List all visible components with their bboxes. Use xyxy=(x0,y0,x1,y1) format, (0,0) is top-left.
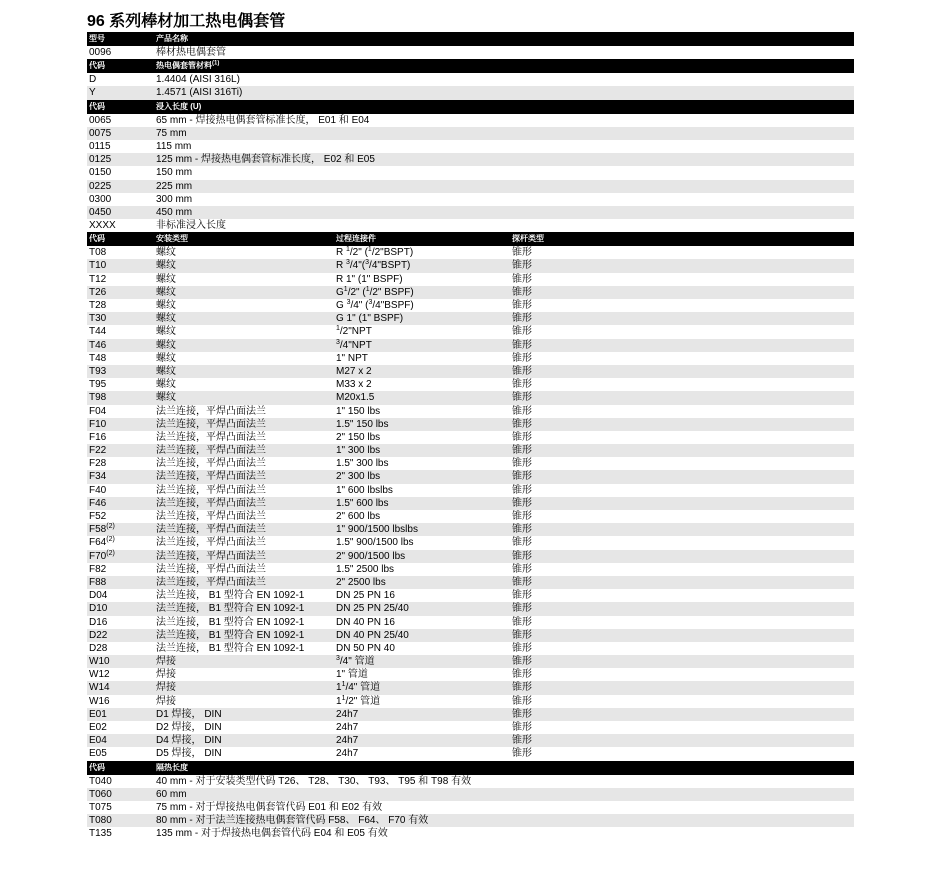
table-cell: F64$^{(2)}$ xyxy=(89,536,115,549)
table-cell: 1.5" 150 lbs xyxy=(336,418,389,430)
table-cell: 2" 900/1500 lbs xyxy=(336,550,406,562)
table-cell: E02 xyxy=(89,722,107,733)
table-cell: 150 mm xyxy=(156,167,193,179)
table-cell: 法兰连接，平焊凸面法兰 xyxy=(156,484,266,496)
table-cell: D04 xyxy=(89,590,108,602)
table-cell: F88 xyxy=(89,576,107,588)
table-row xyxy=(87,801,854,814)
table-row xyxy=(87,86,854,99)
table-cell: 法兰连接，平焊凸面法兰 xyxy=(156,550,266,562)
table-cell: T08 xyxy=(89,247,107,259)
table-row xyxy=(87,46,854,59)
table-row xyxy=(87,681,854,694)
table-cell: 0096 xyxy=(89,47,112,58)
table-cell: W14 xyxy=(89,682,110,694)
table-cell: 24h7 xyxy=(336,708,359,720)
table-cell: 450 mm xyxy=(156,206,193,218)
table-cell: 锥形 xyxy=(512,286,532,298)
table-cell: 锥形 xyxy=(512,590,532,602)
table-cell: 法兰连接， B1 型符合 EN 1092-1 xyxy=(156,629,305,641)
column-header: 产品名称 xyxy=(156,34,188,43)
table-cell: 60 mm xyxy=(156,788,187,800)
table-cell: R 1" (1" BSPF) xyxy=(336,273,403,285)
table-cell: F28 xyxy=(89,458,107,470)
table-cell: 锥形 xyxy=(512,748,532,760)
table-cell: T48 xyxy=(89,352,107,364)
table-cell: 锥形 xyxy=(512,458,532,470)
table-cell: F46 xyxy=(89,497,107,509)
section-header xyxy=(87,100,854,114)
table-cell: 法兰连接，平焊凸面法兰 xyxy=(156,445,266,457)
table-cell: 法兰连接，平焊凸面法兰 xyxy=(156,511,266,522)
table-cell: 法兰连接，平焊凸面法兰 xyxy=(156,524,266,536)
column-header: 过程连接件 xyxy=(336,234,376,244)
table-cell: T28 xyxy=(89,300,107,311)
table-cell: 65 mm - 焊接热电偶套管标准长度， E01 和 E04 xyxy=(156,114,370,126)
table-row xyxy=(87,457,854,470)
table-cell: 锥形 xyxy=(512,392,532,404)
table-row xyxy=(87,219,854,232)
table-cell: F58$^{(2)}$ xyxy=(89,523,115,536)
table-cell: 2" 600 lbs xyxy=(336,511,381,522)
table-cell: F70$^{(2)}$ xyxy=(89,549,115,562)
table-cell: T060 xyxy=(89,788,112,800)
table-cell: 锥形 xyxy=(512,497,532,509)
table-cell: 锥形 xyxy=(512,616,532,628)
table-cell: M33 x 2 xyxy=(336,379,372,391)
table-row xyxy=(87,73,854,86)
table-cell: DN 40 PN 25/40 xyxy=(336,629,409,641)
table-row xyxy=(87,668,854,681)
table-cell: F34 xyxy=(89,471,107,483)
table-row xyxy=(87,827,854,840)
table-cell: 螺纹 xyxy=(156,300,176,311)
table-cell: 锥形 xyxy=(512,576,532,588)
table-cell: T135 xyxy=(89,828,112,840)
table-cell: 1.4404 (AISI 316L) xyxy=(156,74,240,86)
table-cell: 螺纹 xyxy=(156,286,176,298)
table-row xyxy=(87,536,854,549)
table-cell: 2" 300 lbs xyxy=(336,471,381,483)
table-cell: F16 xyxy=(89,431,107,443)
table-cell: T10 xyxy=(89,260,107,272)
table-cell: 0225 xyxy=(89,180,112,192)
table-cell: DN 50 PN 40 xyxy=(336,642,395,654)
table-cell: G $^3$/4" ($^3$/4"BSPF) xyxy=(336,299,414,311)
table-row xyxy=(87,734,854,747)
table-cell: 24h7 xyxy=(336,735,359,747)
table-cell: DN 25 PN 16 xyxy=(336,590,395,602)
table-cell: 0450 xyxy=(89,206,112,218)
table-cell: 1" 管道 xyxy=(336,669,368,681)
table-row xyxy=(87,510,854,523)
table-cell: 24h7 xyxy=(336,748,359,760)
table-row xyxy=(87,708,854,721)
table-cell: 40 mm - 对于安装类型代码 T26、 T28、 T30、 T93、 T95 和 T98 有效 xyxy=(156,775,472,787)
table-cell: 锥形 xyxy=(512,365,532,377)
table-cell: 2" 2500 lbs xyxy=(336,576,386,588)
spec-table xyxy=(87,32,854,841)
table-cell: 锥形 xyxy=(512,695,532,707)
section-header xyxy=(87,32,854,46)
column-header: 代码 xyxy=(89,61,105,71)
spec-sheet xyxy=(87,11,854,841)
table-cell: M20x1.5 xyxy=(336,392,375,404)
table-cell: T26 xyxy=(89,286,107,298)
table-cell: T44 xyxy=(89,326,107,338)
table-cell: 螺纹 xyxy=(156,313,176,325)
table-cell: 80 mm - 对于法兰连接热电偶套管代码 F58、 F64、 F70 有效 xyxy=(156,815,429,827)
table-cell: 螺纹 xyxy=(156,392,176,404)
table-cell: 螺纹 xyxy=(156,352,176,364)
table-cell: 锥形 xyxy=(512,445,532,457)
table-cell: $1^1/4$" 管道 xyxy=(336,681,381,694)
table-row xyxy=(87,391,854,404)
table-cell: F40 xyxy=(89,484,107,496)
table-cell: 锥形 xyxy=(512,405,532,417)
table-cell: 1" 300 lbs xyxy=(336,445,381,457)
table-row xyxy=(87,246,854,259)
table-cell: D10 xyxy=(89,603,108,615)
table-cell: W10 xyxy=(89,656,110,668)
table-row xyxy=(87,259,854,272)
table-row xyxy=(87,299,854,312)
table-cell: 24h7 xyxy=(336,722,359,733)
table-cell: F10 xyxy=(89,418,107,430)
table-cell: 125 mm - 焊接热电偶套管标准长度， E02 和 E05 xyxy=(156,154,375,166)
table-cell: 焊接 xyxy=(156,695,176,707)
table-cell: 锥形 xyxy=(512,260,532,272)
table-cell: 锥形 xyxy=(512,273,532,285)
table-cell: T075 xyxy=(89,801,112,813)
column-header: 安装类型 xyxy=(156,234,188,244)
table-cell: 棒材热电偶套管 xyxy=(156,47,226,58)
table-row xyxy=(87,153,854,166)
table-cell: 螺纹 xyxy=(156,260,176,272)
table-cell: 0075 xyxy=(89,127,112,139)
table-row xyxy=(87,563,854,576)
table-cell: 1.4571 (AISI 316Ti) xyxy=(156,87,243,99)
column-header: 热电偶套管材料$^{(1)}$ xyxy=(156,60,220,71)
table-cell: 锥形 xyxy=(512,471,532,483)
table-cell: 0115 xyxy=(89,140,111,152)
table-row xyxy=(87,325,854,338)
column-header: 代码 xyxy=(89,101,105,111)
table-cell: M27 x 2 xyxy=(336,365,372,377)
table-cell: 法兰连接，平焊凸面法兰 xyxy=(156,471,266,483)
table-cell: 锥形 xyxy=(512,300,532,311)
table-cell: 0125 xyxy=(89,154,112,166)
table-cell: $^3$/4" 管道 xyxy=(336,655,375,668)
table-cell: 1.5" 600 lbs xyxy=(336,497,389,509)
table-row xyxy=(87,418,854,431)
table-cell: $1^1/2$" 管道 xyxy=(336,694,381,707)
table-cell: 锥形 xyxy=(512,431,532,443)
table-cell: 1" 900/1500 lbslbs xyxy=(336,524,418,536)
table-cell: 法兰连接， B1 型符合 EN 1092-1 xyxy=(156,603,305,615)
table-cell: $^3$/4"NPT xyxy=(336,338,372,351)
table-row xyxy=(87,655,854,668)
table-cell: 75 mm - 对于焊接热电偶套管代码 E01 和 E02 有效 xyxy=(156,801,383,813)
table-cell: 焊接 xyxy=(156,656,176,668)
table-cell: 锥形 xyxy=(512,339,532,351)
table-row xyxy=(87,273,854,286)
table-cell: 1.5" 300 lbs xyxy=(336,458,389,470)
table-cell: D xyxy=(89,74,97,86)
table-cell: T46 xyxy=(89,339,107,351)
page-title: 96 系列棒材加工热电偶套管 xyxy=(87,13,286,30)
table-cell: 锥形 xyxy=(512,537,532,549)
table-cell: D4 焊接， DIN xyxy=(156,735,222,747)
table-cell: 法兰连接， B1 型符合 EN 1092-1 xyxy=(156,590,305,602)
table-cell: 螺纹 xyxy=(156,365,176,377)
table-row xyxy=(87,127,854,140)
table-row xyxy=(87,166,854,179)
table-cell: 锥形 xyxy=(512,603,532,615)
table-row xyxy=(87,114,854,127)
table-row xyxy=(87,180,854,193)
table-cell: D1 焊接， DIN xyxy=(156,708,222,720)
table-cell: 焊接 xyxy=(156,669,176,681)
table-cell: R $^3$/4"($^3$/4"BSPT) xyxy=(336,259,411,272)
section-header xyxy=(87,232,854,246)
table-cell: 锥形 xyxy=(512,642,532,654)
table-cell: 锥形 xyxy=(512,313,532,325)
table-row xyxy=(87,365,854,378)
column-header: 隔热长度 xyxy=(156,762,188,772)
table-cell: 1" 600 lbslbs xyxy=(336,484,393,496)
table-cell: 锥形 xyxy=(512,524,532,536)
column-header: 探杆类型 xyxy=(512,234,544,244)
table-cell: 锥形 xyxy=(512,484,532,496)
table-cell: R $^1$/2" ($^1$/2"BSPT) xyxy=(336,246,414,259)
table-cell: F52 xyxy=(89,511,107,522)
table-cell: T30 xyxy=(89,313,107,325)
table-row xyxy=(87,747,854,760)
table-row xyxy=(87,629,854,642)
table-cell: D22 xyxy=(89,629,108,641)
table-cell: T040 xyxy=(89,775,112,787)
table-cell: T93 xyxy=(89,365,107,377)
table-cell: 法兰连接，平焊凸面法兰 xyxy=(156,563,266,575)
column-header: 浸入长度 (U) xyxy=(156,101,202,111)
table-row xyxy=(87,378,854,391)
table-row xyxy=(87,140,854,153)
table-cell: $G^1/2$" ($^1$/2" BSPF) xyxy=(336,285,414,298)
table-cell: 锥形 xyxy=(512,511,532,522)
table-cell: 锥形 xyxy=(512,682,532,694)
table-cell: 300 mm xyxy=(156,193,193,205)
table-row xyxy=(87,206,854,219)
table-row xyxy=(87,616,854,629)
table-row xyxy=(87,788,854,801)
table-cell: F82 xyxy=(89,563,107,575)
table-cell: 锥形 xyxy=(512,735,532,747)
table-cell: 法兰连接，平焊凸面法兰 xyxy=(156,418,266,430)
table-cell: 法兰连接， B1 型符合 EN 1092-1 xyxy=(156,616,305,628)
section-header xyxy=(87,59,854,73)
table-cell: 焊接 xyxy=(156,682,176,694)
table-cell: Y xyxy=(89,87,96,99)
table-cell: 法兰连接，平焊凸面法兰 xyxy=(156,537,266,549)
table-cell: 非标准浸入长度 xyxy=(156,220,226,232)
table-cell: DN 40 PN 16 xyxy=(336,616,395,628)
table-row xyxy=(87,695,854,708)
table-cell: 135 mm - 对于焊接热电偶套管代码 E04 和 E05 有效 xyxy=(156,828,388,840)
section-header xyxy=(87,761,854,775)
table-cell: D16 xyxy=(89,616,108,628)
table-cell: 螺纹 xyxy=(156,247,176,259)
table-cell: 锥形 xyxy=(512,418,532,430)
table-cell: 0300 xyxy=(89,193,112,205)
table-row xyxy=(87,775,854,788)
table-cell: 法兰连接，平焊凸面法兰 xyxy=(156,576,266,588)
column-header: 代码 xyxy=(89,762,105,772)
table-cell: 0150 xyxy=(89,167,112,179)
table-cell: 0065 xyxy=(89,114,112,126)
table-cell: 螺纹 xyxy=(156,273,176,285)
table-cell: W12 xyxy=(89,669,110,681)
table-cell: E01 xyxy=(89,708,107,720)
table-cell: 法兰连接，平焊凸面法兰 xyxy=(156,497,266,509)
column-header: 型号 xyxy=(89,34,105,43)
table-cell: 115 mm xyxy=(156,140,192,152)
table-cell: 螺纹 xyxy=(156,379,176,391)
table-cell: 法兰连接，平焊凸面法兰 xyxy=(156,431,266,443)
table-row xyxy=(87,193,854,206)
table-cell: 锥形 xyxy=(512,722,532,733)
table-cell: 1" 150 lbs xyxy=(336,405,381,417)
table-row xyxy=(87,339,854,352)
table-cell: D2 焊接， DIN xyxy=(156,722,222,733)
table-cell: G 1" (1" BSPF) xyxy=(336,313,404,325)
table-cell: W16 xyxy=(89,695,110,707)
table-row xyxy=(87,470,854,483)
table-cell: 锥形 xyxy=(512,326,532,338)
table-cell: F22 xyxy=(89,445,107,457)
table-cell: 法兰连接，平焊凸面法兰 xyxy=(156,405,266,417)
table-row xyxy=(87,642,854,655)
table-cell: 锥形 xyxy=(512,352,532,364)
table-row xyxy=(87,576,854,589)
table-row xyxy=(87,814,854,827)
table-row xyxy=(87,721,854,734)
table-cell: 锥形 xyxy=(512,550,532,562)
table-cell: T080 xyxy=(89,815,112,827)
table-cell: 2" 150 lbs xyxy=(336,431,381,443)
table-cell: T98 xyxy=(89,392,107,404)
table-cell: 1.5" 900/1500 lbs xyxy=(336,537,414,549)
table-cell: E04 xyxy=(89,735,107,747)
table-row xyxy=(87,405,854,418)
table-cell: D5 焊接， DIN xyxy=(156,748,222,760)
table-cell: $^1$/2"NPT xyxy=(336,325,372,338)
table-cell: 锥形 xyxy=(512,669,532,681)
table-cell: 1.5" 2500 lbs xyxy=(336,563,395,575)
table-row xyxy=(87,352,854,365)
table-row xyxy=(87,589,854,602)
table-cell: 225 mm xyxy=(156,180,193,192)
table-row xyxy=(87,444,854,457)
table-cell: T95 xyxy=(89,379,107,391)
table-row xyxy=(87,550,854,563)
table-row xyxy=(87,484,854,497)
table-cell: F04 xyxy=(89,405,107,417)
table-cell: 锥形 xyxy=(512,629,532,641)
table-cell: 锥形 xyxy=(512,563,532,575)
table-cell: 法兰连接，平焊凸面法兰 xyxy=(156,458,266,470)
table-row xyxy=(87,431,854,444)
table-cell: 螺纹 xyxy=(156,326,176,338)
table-row xyxy=(87,312,854,325)
table-row xyxy=(87,523,854,536)
table-cell: 锥形 xyxy=(512,379,532,391)
table-cell: 螺纹 xyxy=(156,339,176,351)
table-cell: 法兰连接， B1 型符合 EN 1092-1 xyxy=(156,642,305,654)
table-cell: 1" NPT xyxy=(336,352,368,364)
table-cell: D28 xyxy=(89,642,108,654)
table-row xyxy=(87,286,854,299)
table-cell: 75 mm xyxy=(156,127,187,139)
table-cell: E05 xyxy=(89,748,107,760)
table-cell: 锥形 xyxy=(512,247,532,259)
column-header: 代码 xyxy=(89,234,105,244)
table-cell: DN 25 PN 25/40 xyxy=(336,603,409,615)
table-row xyxy=(87,497,854,510)
table-cell: T12 xyxy=(89,273,107,285)
table-cell: 锥形 xyxy=(512,708,532,720)
table-cell: 锥形 xyxy=(512,656,532,668)
table-row xyxy=(87,602,854,615)
table-cell: XXXX xyxy=(89,220,116,232)
